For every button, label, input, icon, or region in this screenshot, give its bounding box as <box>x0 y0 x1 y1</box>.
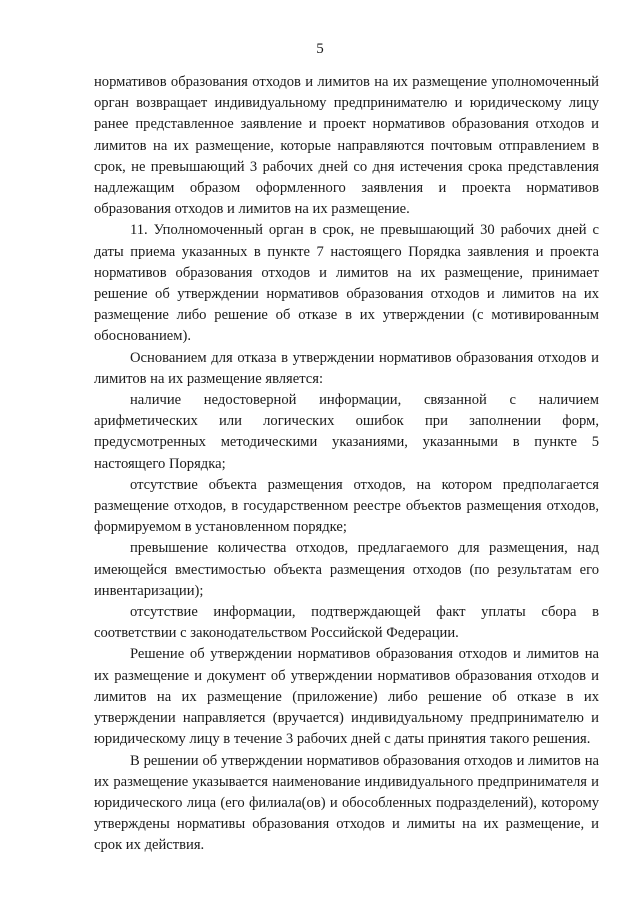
list-item: превышение количества отходов, предлагаемого для размещения, над имеющейся вместимостью объекта размещения отходов (по результатам его инвентаризации); <box>94 540 599 599</box>
document-body <box>94 72 599 857</box>
list-item: отсутствие объекта размещения отходов, на котором предполагается размещение отходов, в государственном реестре объектов размещения отходов, формируемом в установленном порядке; <box>94 476 599 536</box>
list-item: наличие недостоверной информации, связанной с наличием арифметических или логических ошибок при заполнении форм, предусмотренных методическими указаниями, указанными в пункте 5 настоящего Порядка; <box>94 392 599 472</box>
paragraph: Решение об утверждении нормативов образования отходов и лимитов на их размещение и документ об утверждении нормативов образования отходов и лимитов на их размещение (приложение) либо решение об отказе в их утверждении направляется (вручается) индивидуальному предпринимателю и юридическому лицу в течение 3 рабочих дней с даты принятия такого решения. <box>94 646 599 748</box>
paragraph: Основанием для отказа в утверждении нормативов образования отходов и лимитов на их размещение является: <box>94 349 599 387</box>
paragraph: нормативов образования отходов и лимитов на их размещение уполномоченный орган возвращает индивидуальному предпринимателю и юридическому лицу ранее представленное заявление и проект нормативов образования отходов и лимитов на их размещение, которые направляются почтовым отправлением в срок, не превышающий 3 рабочих дней со дня истечения срока представления надлежащим образом оформленного заявления и проекта нормативов образования отходов и лимитов на их размещение. <box>94 74 599 218</box>
paragraph: 11. Уполномоченный орган в срок, не превышающий 30 рабочих дней с даты приема указанных в пункте 7 настоящего Порядка заявления и проекта нормативов образования отходов и лимитов на их размещение, принимает решение об утверждении нормативов образования отходов и лимитов на их размещение либо решение об отказе в их утверждении (с мотивированным обоснованием). <box>94 222 599 345</box>
list-item: отсутствие информации, подтверждающей факт уплаты сбора в соответствии с законодательством Российской Федерации. <box>94 604 599 642</box>
page-number: 5 <box>316 41 324 57</box>
paragraph: В решении об утверждении нормативов образования отходов и лимитов на их размещение указывается наименование индивидуального предпринимателя и юридического лица (его филиала(ов) и обособленных подразделений), которому утверждены нормативы образования отходов и лимиты на их размещение, и срок их действия. <box>94 752 599 854</box>
